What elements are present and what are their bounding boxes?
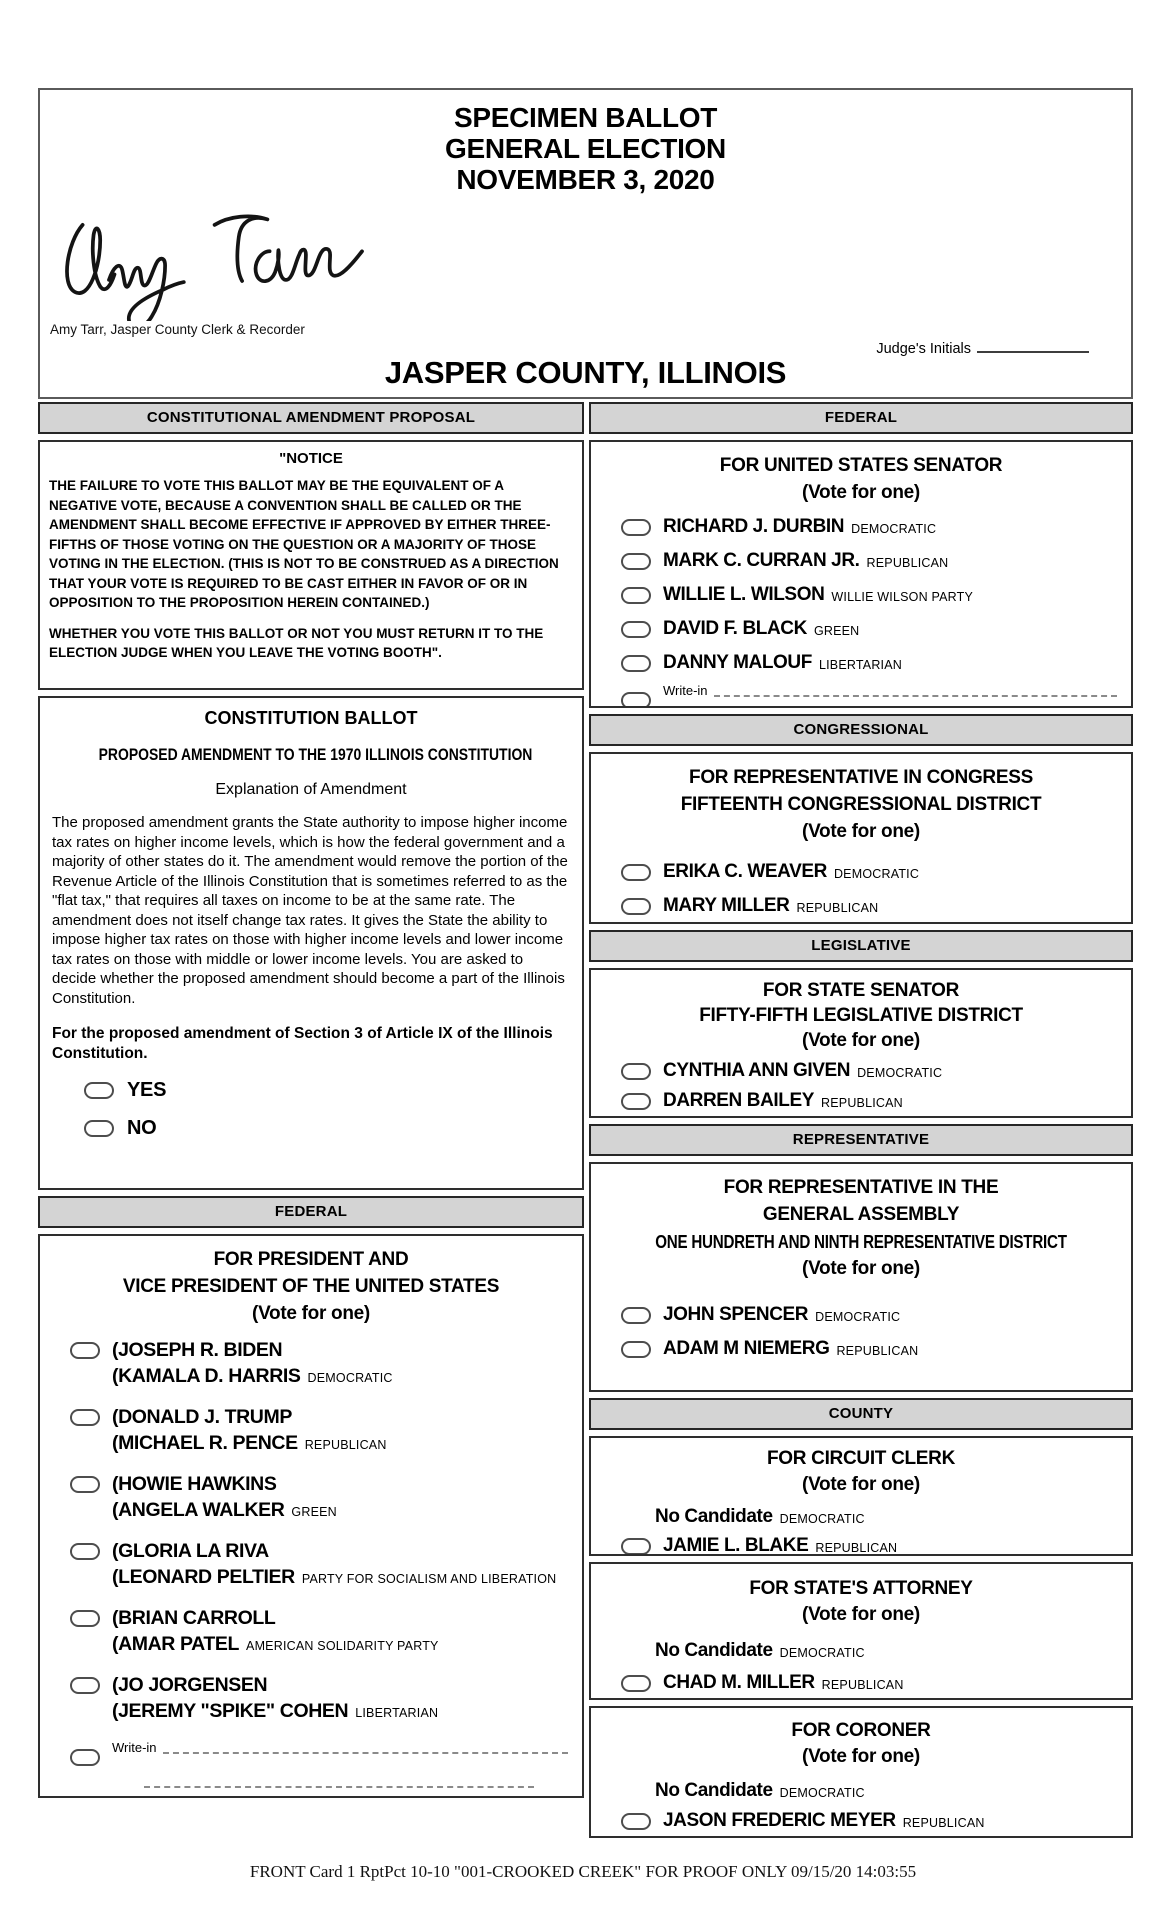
party-label: REPUBLICAN — [866, 556, 949, 570]
vote-oval[interactable] — [70, 1342, 100, 1359]
left-column — [38, 402, 584, 1804]
candidate-row-wilson — [591, 584, 1131, 606]
notice-paragraph: WHETHER YOU VOTE THIS BALLOT OR NOT YOU MUST RETURN IT TO THE ELECTION JUDGE WHEN YOU LEAVE THE VOTING BOOTH". — [49, 625, 544, 660]
judges-initials-label: Judge's Initials — [876, 341, 971, 357]
candidate-name: (GLORIA LA RIVA — [112, 1540, 269, 1562]
race-title-line: FOR CIRCUIT CLERK — [766, 1448, 956, 1469]
candidate-name: (MICHAEL R. PENCE — [112, 1432, 298, 1454]
no-candidate-row — [591, 1780, 1131, 1802]
candidate-name: DANNY MALOUF — [663, 652, 812, 673]
vote-oval[interactable] — [621, 621, 651, 638]
proof-footer-text: FRONT Card 1 RptPct 10-10 "001-CROOKED CREEK" FOR PROOF ONLY 09/15/20 14:03:55 — [249, 1862, 917, 1881]
header-congressional: CONGRESSIONAL — [589, 714, 1133, 746]
party-label: PARTY FOR SOCIALISM AND LIBERATION — [301, 1572, 557, 1586]
ticket-biden-harris — [40, 1337, 582, 1391]
write-in-label: Write-in — [663, 683, 708, 698]
ticket-jorgensen-cohen — [40, 1672, 582, 1726]
header-constitutional-amendment-proposal: CONSTITUTIONAL AMENDMENT PROPOSAL — [38, 402, 584, 434]
party-label: REPUBLICAN — [821, 1096, 903, 1110]
amendment-question: For the proposed amendment of Section 3 of Article IX of the Illinois Constitution. — [52, 1025, 553, 1062]
vote-oval[interactable] — [621, 1093, 651, 1110]
write-in-line[interactable] — [714, 682, 1117, 697]
vote-oval[interactable] — [621, 1307, 651, 1324]
race-title-line: FOR STATE'S ATTORNEY — [749, 1578, 973, 1599]
candidate-name: MARK C. CURRAN JR. — [663, 550, 860, 571]
candidate-row-miller-chad — [591, 1672, 1131, 1694]
candidate-name: (AMAR PATEL — [112, 1633, 240, 1655]
candidate-name: DARREN BAILEY — [663, 1090, 815, 1111]
candidate-name: (JO JORGENSEN — [112, 1674, 268, 1696]
party-label: REPUBLICAN — [304, 1438, 387, 1452]
candidate-name: WILLIE L. WILSON — [663, 584, 825, 605]
candidate-name: CHAD M. MILLER — [663, 1672, 815, 1693]
candidate-name: (LEONARD PELTIER — [112, 1566, 295, 1588]
clerk-signature-image — [54, 186, 384, 321]
vote-oval[interactable] — [621, 1675, 651, 1692]
constitution-ballot-box — [38, 696, 584, 1190]
president-write-in-row — [40, 1739, 582, 1766]
ticket-lariva-peltier — [40, 1538, 582, 1592]
race-title-line: (Vote for one) — [802, 1746, 920, 1767]
candidate-row-niemerg — [591, 1338, 1131, 1360]
race-title-line: GENERAL ASSEMBLY — [762, 1204, 960, 1225]
candidate-name: ERIKA C. WEAVER — [663, 861, 827, 882]
candidate-name: RICHARD J. DURBIN — [663, 516, 845, 537]
ballot-title-line: SPECIMEN BALLOT — [453, 102, 718, 133]
states-attorney-race-box — [589, 1562, 1133, 1700]
party-label: DEMOCRATIC — [833, 867, 920, 881]
vote-oval[interactable] — [70, 1610, 100, 1627]
constitution-ballot-title: CONSTITUTION BALLOT — [204, 708, 418, 728]
candidate-row-bailey — [591, 1090, 1131, 1112]
write-in-line[interactable] — [163, 1739, 568, 1754]
vote-oval-yes[interactable] — [84, 1082, 114, 1099]
candidate-row-miller-mary — [591, 895, 1131, 917]
party-label: REPUBLICAN — [821, 1678, 904, 1692]
vote-oval[interactable] — [621, 864, 651, 881]
candidate-name: (KAMALA D. HARRIS — [112, 1365, 301, 1387]
vote-oval-write-in[interactable] — [621, 692, 651, 708]
candidate-row-blake — [591, 1535, 1131, 1556]
candidate-row-black — [591, 618, 1131, 640]
amendment-option-no — [52, 1117, 570, 1140]
ballot-title-line: NOVEMBER 3, 2020 — [456, 164, 715, 195]
candidate-name: (DONALD J. TRUMP — [112, 1406, 292, 1428]
header-federal-right: FEDERAL — [589, 402, 1133, 434]
vote-oval[interactable] — [70, 1409, 100, 1426]
party-label: DEMOCRATIC — [851, 522, 937, 536]
circuit-clerk-race-box — [589, 1436, 1133, 1556]
option-label: NO — [127, 1117, 157, 1139]
notice-title: "NOTICE — [279, 450, 343, 467]
vote-oval[interactable] — [621, 655, 651, 672]
candidate-name: JASON FREDERIC MEYER — [663, 1810, 896, 1831]
candidate-name: ADAM M NIEMERG — [663, 1338, 830, 1359]
general-assembly-race-box — [589, 1162, 1133, 1392]
header-representative: REPRESENTATIVE — [589, 1124, 1133, 1156]
party-label: WILLIE WILSON PARTY — [831, 590, 973, 604]
party-label: DEMOCRATIC — [779, 1646, 865, 1660]
amendment-option-yes — [52, 1079, 570, 1102]
vote-oval[interactable] — [70, 1677, 100, 1694]
party-label: DEMOCRATIC — [815, 1310, 901, 1324]
race-title-line: (Vote for one) — [802, 1030, 920, 1051]
vote-oval[interactable] — [621, 1341, 651, 1358]
ballot-title — [40, 102, 1131, 195]
candidate-name: CYNTHIA ANN GIVEN — [663, 1060, 851, 1081]
vote-oval[interactable] — [70, 1476, 100, 1493]
coroner-race-box — [589, 1706, 1133, 1838]
race-title-line: FOR REPRESENTATIVE IN CONGRESS — [689, 767, 1033, 788]
right-column — [589, 402, 1133, 1844]
race-title-line: (Vote for one) — [252, 1303, 370, 1324]
candidate-name: JOHN SPENCER — [663, 1304, 809, 1325]
race-title-line: FOR PRESIDENT AND — [213, 1249, 409, 1270]
party-label: LIBERTARIAN — [818, 658, 902, 672]
write-in-line-second[interactable] — [144, 1786, 534, 1788]
candidate-row-spencer — [591, 1304, 1131, 1326]
county-title: JASPER COUNTY, ILLINOIS — [384, 355, 787, 390]
party-label: REPUBLICAN — [902, 1816, 985, 1830]
candidate-name: (HOWIE HAWKINS — [112, 1473, 277, 1495]
vote-oval[interactable] — [621, 553, 651, 570]
congress-race-box — [589, 752, 1133, 924]
candidate-row-curran — [591, 550, 1131, 572]
vote-oval[interactable] — [70, 1543, 100, 1560]
notice-paragraph: THE FAILURE TO VOTE THIS BALLOT MAY BE THE EQUIVALENT OF A NEGATIVE VOTE, BECAUSE A CONVENTION SHALL BE CALLED OR THE AMENDMENT SHALL BECOME EFFECTIVE IF APPROVED BY EITHER THREE-FIFTHS OF THOSE VOTING ON THE QUESTION OR A MAJORITY OF THOSE VOTING IN THE ELECTION. (THIS IS NOT TO BE CONSTRUED AS A DIRECTION THAT YOUR VOTE IS REQUIRED TO BE CAST EITHER IN FAVOR OF OR IN OPPOSITION TO THE PROPOSITION HEREIN CONTAINED.) — [49, 478, 559, 610]
option-label: YES — [127, 1079, 167, 1101]
race-title-line: FIFTEENTH CONGRESSIONAL DISTRICT — [680, 794, 1042, 815]
race-title-line: (Vote for one) — [802, 821, 920, 842]
race-title-line: (Vote for one) — [802, 482, 920, 503]
explanation-label: Explanation of Amendment — [215, 781, 407, 798]
ballot-header-section — [38, 88, 1133, 399]
candidate-row-durbin — [591, 516, 1131, 538]
ticket-carroll-patel — [40, 1605, 582, 1659]
vote-oval[interactable] — [621, 1538, 651, 1555]
candidate-name: MARY MILLER — [663, 895, 790, 916]
party-label: REPUBLICAN — [836, 1344, 919, 1358]
party-label: GREEN — [813, 624, 860, 638]
party-label: AMERICAN SOLIDARITY PARTY — [246, 1639, 439, 1653]
race-title-line: FOR STATE SENATOR — [762, 980, 960, 1001]
vote-oval[interactable] — [621, 1813, 651, 1830]
party-label: REPUBLICAN — [796, 901, 879, 915]
ticket-trump-pence — [40, 1404, 582, 1458]
race-title-line: VICE PRESIDENT OF THE UNITED STATES — [122, 1276, 500, 1297]
race-title-line: FIFTY-FIFTH LEGISLATIVE DISTRICT — [699, 1005, 1023, 1026]
party-label: DEMOCRATIC — [307, 1371, 393, 1385]
header-federal-left: FEDERAL — [38, 1196, 584, 1228]
senator-write-in-row — [591, 682, 1131, 708]
state-senator-race-box — [589, 968, 1133, 1118]
vote-oval[interactable] — [621, 519, 651, 536]
vote-oval[interactable] — [621, 587, 651, 604]
race-title-line: ONE HUNDRETH AND NINTH REPRESENTATIVE DISTRICT — [655, 1231, 1067, 1252]
judges-initials-line[interactable] — [977, 340, 1089, 353]
race-title-line: FOR REPRESENTATIVE IN THE — [723, 1177, 999, 1198]
vote-oval-write-in[interactable] — [70, 1749, 100, 1766]
candidate-row-malouf — [591, 652, 1131, 674]
clerk-caption: Amy Tarr, Jasper County Clerk & Recorder — [50, 322, 305, 337]
no-candidate-label: No Candidate — [655, 1506, 773, 1527]
candidate-name: (JOSEPH R. BIDEN — [112, 1339, 283, 1361]
race-title-line: FOR UNITED STATES SENATOR — [719, 455, 1003, 476]
ballot-title-line: GENERAL ELECTION — [445, 133, 726, 164]
vote-oval-no[interactable] — [84, 1120, 114, 1137]
race-title-line: (Vote for one) — [802, 1604, 920, 1625]
ticket-hawkins-walker — [40, 1471, 582, 1525]
candidate-name: (BRIAN CARROLL — [112, 1607, 276, 1629]
race-title-line: (Vote for one) — [802, 1474, 920, 1495]
notice-box — [38, 440, 584, 690]
candidate-row-given — [591, 1060, 1131, 1082]
vote-oval[interactable] — [621, 1063, 651, 1080]
race-title-line: (Vote for one) — [802, 1258, 920, 1279]
party-label: DEMOCRATIC — [779, 1512, 865, 1526]
party-label: GREEN — [291, 1505, 337, 1519]
header-county: COUNTY — [589, 1398, 1133, 1430]
president-race-box — [38, 1234, 584, 1798]
no-candidate-label: No Candidate — [655, 1640, 773, 1661]
race-title-line: FOR CORONER — [791, 1720, 931, 1741]
us-senator-race-box — [589, 440, 1133, 708]
header-legislative: LEGISLATIVE — [589, 930, 1133, 962]
no-candidate-row — [591, 1506, 1131, 1528]
candidate-name: DAVID F. BLACK — [663, 618, 807, 639]
candidate-row-weaver — [591, 861, 1131, 883]
candidate-row-meyer — [591, 1810, 1131, 1832]
candidate-name: JAMIE L. BLAKE — [663, 1535, 809, 1556]
amendment-explanation-text: The proposed amendment grants the State authority to impose higher income tax rates on higher income levels, which is how the federal government and a majority of other states do it. The amendment would remove the portion of the Revenue Article of the Illinois Constitution that is sometimes referred to as the "flat tax," that requires all taxes on income to be at the same rate. The amendment does not itself change tax rates. It gives the State the ability to impose higher tax rates on those with higher income levels and lower income tax rates on those with middle or lower income levels. You are asked to decide whether the proposed amendment should become a part of the Illinois Constitution. — [52, 814, 568, 1007]
proposed-amendment-subtitle: PROPOSED AMENDMENT TO THE 1970 ILLINOIS CONSTITUTION — [98, 745, 533, 764]
party-label: DEMOCRATIC — [857, 1066, 943, 1080]
write-in-label: Write-in — [112, 1740, 157, 1755]
no-candidate-label: No Candidate — [655, 1780, 773, 1801]
vote-oval[interactable] — [621, 898, 651, 915]
candidate-name: (JEREMY "SPIKE" COHEN — [112, 1700, 349, 1722]
no-candidate-row — [591, 1640, 1131, 1662]
party-label: LIBERTARIAN — [355, 1706, 439, 1720]
party-label: DEMOCRATIC — [779, 1786, 865, 1800]
candidate-name: (ANGELA WALKER — [112, 1499, 285, 1521]
party-label: REPUBLICAN — [815, 1541, 898, 1555]
